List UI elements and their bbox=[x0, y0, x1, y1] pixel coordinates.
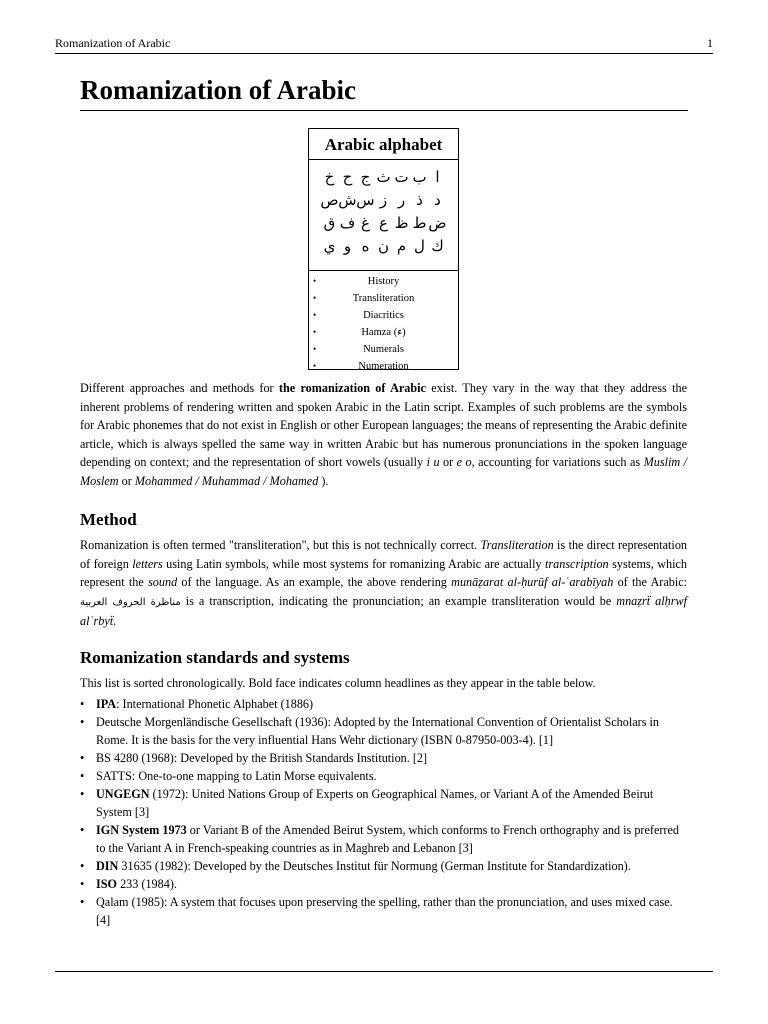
infobox-title[interactable]: Arabic alphabet bbox=[309, 129, 458, 160]
bullet-icon: • bbox=[313, 344, 317, 354]
bullet-icon: • bbox=[313, 276, 317, 286]
list-item: • ISO 233 (1984). bbox=[80, 877, 177, 891]
letter-link[interactable]: س bbox=[356, 191, 375, 209]
letter-link[interactable]: ش bbox=[338, 191, 357, 209]
letter-link[interactable]: ع bbox=[379, 214, 388, 232]
letter-link[interactable]: ج bbox=[360, 168, 371, 186]
letter-link[interactable]: ر bbox=[397, 191, 406, 209]
letter-link[interactable]: م bbox=[396, 237, 407, 255]
letter-link[interactable]: ن bbox=[377, 237, 389, 255]
bullet-icon: • bbox=[313, 361, 317, 371]
bullet-icon: • bbox=[80, 697, 85, 711]
infobox-link-diacritics[interactable] bbox=[309, 307, 458, 324]
page-number: 1 bbox=[707, 36, 713, 50]
letter-link[interactable]: ث bbox=[376, 168, 391, 186]
list-item: • UNGEGN (1972): United Nations Group of Experts on Geographical Names, or Variant A of the Amended Beirut System [3] bbox=[80, 787, 654, 819]
list-item: • Deutsche Morgenländische Gesellschaft (1936): Adopted by the International Convention of Orientalist Scholars in Rome. It is the basis for the very influential Hans Wehr dictionary (ISBN 0-87950-003-4). [1] bbox=[80, 715, 659, 747]
list-item: • IGN System 1973 or Variant B of the Amended Beirut System, which conforms to French orthography and is preferred to the Variant A in French-speaking countries as in Maghreb and Lebanon [3] bbox=[80, 823, 679, 855]
section-heading-standards: Romanization standards and systems bbox=[80, 648, 350, 667]
method-paragraph: Romanization is often termed "transliteration", but this is not technically correct. Transliteration is the direct representation of foreign letters using Latin symbols, while most systems for romanizing Arabic are actually transcription systems, which represent the sound of the language. As an example, the above rendering munāẓarat al-ḥurūf al-ʿarabīyah of the Arabic: مناظرة الحروف العربية is a transcription, indicating the pronunciation; an example transliteration would be mnaẓrẗ alḥrwf alʿrbyẗ. bbox=[80, 538, 688, 628]
letter-grid bbox=[309, 160, 458, 271]
system-link[interactable]: UNGEGN bbox=[96, 787, 150, 801]
arabic-example: مناظرة الحروف العربية bbox=[80, 596, 181, 608]
infobox-link-transliteration[interactable] bbox=[309, 290, 458, 307]
letter-row bbox=[309, 235, 458, 258]
section-heading-method: Method bbox=[80, 510, 137, 529]
bullet-icon: • bbox=[313, 310, 317, 320]
letter-link[interactable]: ب bbox=[412, 168, 427, 186]
letter-link[interactable]: ذ bbox=[416, 191, 423, 209]
letter-link[interactable]: خ bbox=[324, 168, 335, 186]
footer-divider bbox=[55, 971, 713, 972]
infobox-link-numerals[interactable] bbox=[309, 341, 458, 358]
infobox-link-list bbox=[309, 271, 458, 375]
letter-link[interactable]: ل bbox=[414, 237, 425, 255]
system-link[interactable]: IGN System 1973 bbox=[96, 823, 187, 837]
letter-link[interactable]: ح bbox=[342, 168, 353, 186]
link-label: Numeration bbox=[358, 361, 409, 372]
system-link[interactable]: ISO bbox=[96, 877, 118, 891]
bullet-icon: • bbox=[80, 787, 85, 801]
bullet-icon: • bbox=[80, 859, 85, 873]
standards-list bbox=[80, 695, 687, 929]
letter-link[interactable]: ت bbox=[394, 168, 409, 186]
letter-link[interactable]: ك bbox=[431, 237, 444, 255]
letter-row bbox=[309, 166, 458, 189]
link-label: Transliteration bbox=[352, 293, 415, 304]
letter-link[interactable]: ص bbox=[320, 191, 339, 209]
bullet-icon: • bbox=[80, 751, 85, 765]
letter-row bbox=[309, 212, 458, 235]
infobox-link-history[interactable] bbox=[309, 273, 458, 290]
system-link[interactable]: DIN bbox=[96, 859, 119, 873]
bullet-icon: • bbox=[313, 293, 317, 303]
bullet-icon: • bbox=[313, 327, 317, 337]
arabic-alphabet-infobox bbox=[308, 128, 459, 370]
header-divider bbox=[55, 53, 713, 54]
standards-intro: This list is sorted chronologically. Bold face indicates column headlines as they appear in the table below. bbox=[80, 676, 596, 690]
letter-link[interactable]: ي bbox=[323, 237, 336, 255]
page-title: Romanization of Arabic bbox=[80, 75, 356, 105]
letter-link[interactable]: ض bbox=[428, 214, 447, 232]
list-item: • SATTS: One-to-one mapping to Latin Morse equivalents. bbox=[80, 769, 377, 783]
bullet-icon: • bbox=[80, 769, 85, 783]
intro-paragraph: Different approaches and methods for the romanization of Arabic exist. They vary in the way that they address the inherent problems of rendering written and spoken Arabic in the Latin script. Examples of such problems are the symbols for Arabic phonemes that do not exist in English or other European languages; the means of representing the Arabic definite article, which is always spelled the same way in written Arabic but has numerous pronunciations in the spoken language depending on context; and the representation of short vowels (usually i u or e o, accounting for variations such as Muslim / Moslem or Mohammed / Muhammad / Mohamed ). bbox=[80, 381, 687, 488]
system-link[interactable]: IPA bbox=[96, 697, 117, 711]
letter-link[interactable]: غ bbox=[361, 214, 370, 232]
letter-link[interactable]: ه bbox=[361, 237, 370, 255]
infobox-link-hamza[interactable] bbox=[309, 324, 458, 341]
bullet-icon: • bbox=[80, 877, 85, 891]
bullet-icon: • bbox=[80, 715, 85, 729]
letter-link[interactable]: ط bbox=[412, 214, 427, 232]
letter-link[interactable]: ا bbox=[435, 168, 440, 186]
letter-link[interactable]: ف bbox=[339, 214, 356, 232]
bullet-icon: • bbox=[80, 895, 85, 909]
list-item: • BS 4280 (1968): Developed by the British Standards Institution. [2] bbox=[80, 751, 428, 765]
link-label: Numerals bbox=[363, 344, 404, 355]
title-divider bbox=[80, 110, 688, 111]
list-item: • IPA: International Phonetic Alphabet (1886) bbox=[80, 697, 314, 711]
list-item: • DIN 31635 (1982): Developed by the Deutsches Institut für Normung (German Institute for Standardization). bbox=[80, 859, 631, 873]
letter-link[interactable]: ق bbox=[323, 214, 336, 232]
infobox-link-numeration[interactable] bbox=[309, 358, 458, 375]
link-label: Hamza (ء) bbox=[361, 327, 406, 338]
letter-link[interactable]: ز bbox=[379, 191, 388, 209]
running-head-title: Romanization of Arabic bbox=[55, 36, 171, 50]
list-item: • Qalam (1985): A system that focuses upon preserving the spelling, rather than the pronunciation, and uses mixed case. [4] bbox=[80, 895, 673, 927]
link-label: History bbox=[367, 276, 400, 287]
bullet-icon: • bbox=[80, 823, 85, 837]
link-label: Diacritics bbox=[363, 310, 404, 321]
letter-link[interactable]: و bbox=[343, 237, 352, 255]
letter-link[interactable]: د bbox=[434, 191, 441, 209]
letter-link[interactable]: ظ bbox=[394, 214, 409, 232]
letter-row bbox=[309, 189, 458, 212]
running-head bbox=[55, 36, 713, 50]
